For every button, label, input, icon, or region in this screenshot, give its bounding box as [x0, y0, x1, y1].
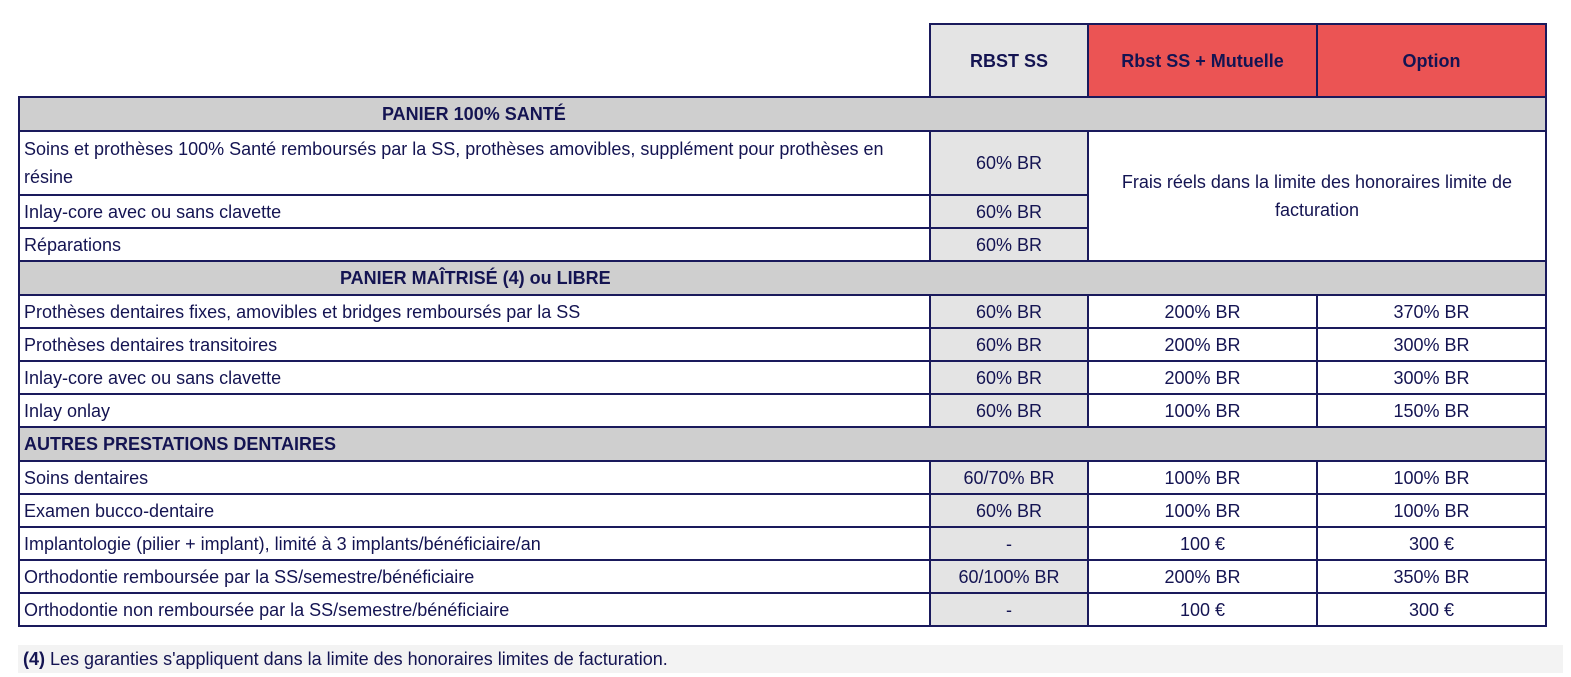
rbst-ss-value: -	[930, 527, 1088, 560]
section-row-panier-sante	[19, 97, 1546, 131]
row-label: Réparations	[19, 228, 930, 261]
row-label: Inlay-core avec ou sans clavette	[19, 361, 930, 394]
section-title-panier-sante: PANIER 100% SANTÉ	[19, 97, 1546, 131]
rbst-ss-value: 60% BR	[930, 195, 1088, 228]
option-value: 100% BR	[1317, 461, 1546, 494]
row-label: Prothèses dentaires transitoires	[19, 328, 930, 361]
column-header-option: Option	[1317, 24, 1546, 97]
rbst-ss-value: -	[930, 593, 1088, 626]
footnote-mark: (4)	[23, 649, 45, 669]
header-blank-cell	[19, 24, 930, 97]
mutuelle-value: 100 €	[1088, 527, 1317, 560]
rbst-ss-value: 60/100% BR	[930, 560, 1088, 593]
row-label: Soins et prothèses 100% Santé remboursés par la SS, prothèses amovibles, supplément pour prothèses en résine	[19, 131, 930, 195]
mutuelle-value: 100% BR	[1088, 461, 1317, 494]
option-value: 370% BR	[1317, 295, 1546, 328]
row-label: Orthodontie non remboursée par la SS/semestre/bénéficiaire	[19, 593, 930, 626]
section-row-autres	[19, 427, 1546, 461]
option-value: 300% BR	[1317, 328, 1546, 361]
footnote-text: Les garanties s'appliquent dans la limite des honoraires limites de facturation.	[45, 649, 668, 669]
mutuelle-value: 100% BR	[1088, 494, 1317, 527]
mutuelle-value: 200% BR	[1088, 328, 1317, 361]
column-header-mutuelle: Rbst SS + Mutuelle	[1088, 24, 1317, 97]
footnote	[18, 645, 1563, 673]
option-value: 300% BR	[1317, 361, 1546, 394]
option-value: 100% BR	[1317, 494, 1546, 527]
table-row	[19, 461, 1546, 494]
mutuelle-value: 200% BR	[1088, 361, 1317, 394]
rbst-ss-value: 60% BR	[930, 295, 1088, 328]
row-label: Inlay onlay	[19, 394, 930, 427]
mutuelle-value: 200% BR	[1088, 295, 1317, 328]
section-row-panier-maitrise	[19, 261, 1546, 295]
table-row	[19, 131, 1546, 195]
option-value: 300 €	[1317, 527, 1546, 560]
rbst-ss-value: 60% BR	[930, 361, 1088, 394]
guarantee-table-wrapper	[18, 23, 1547, 627]
table-row	[19, 328, 1546, 361]
table-row	[19, 394, 1546, 427]
option-value: 150% BR	[1317, 394, 1546, 427]
table-row	[19, 593, 1546, 626]
merged-frais-reels-cell: Frais réels dans la limite des honoraires limite de facturation	[1088, 131, 1546, 261]
section-title-panier-maitrise: PANIER MAÎTRISÉ (4) ou LIBRE	[19, 261, 1546, 295]
table-row	[19, 295, 1546, 328]
table-row	[19, 560, 1546, 593]
header-row	[19, 24, 1546, 97]
table-row	[19, 527, 1546, 560]
rbst-ss-value: 60% BR	[930, 394, 1088, 427]
guarantee-table	[18, 23, 1547, 627]
mutuelle-value: 100% BR	[1088, 394, 1317, 427]
mutuelle-value: 100 €	[1088, 593, 1317, 626]
row-label: Implantologie (pilier + implant), limité à 3 implants/bénéficiaire/an	[19, 527, 930, 560]
option-value: 300 €	[1317, 593, 1546, 626]
table-row	[19, 494, 1546, 527]
column-header-rbst-ss: RBST SS	[930, 24, 1088, 97]
table-row	[19, 361, 1546, 394]
option-value: 350% BR	[1317, 560, 1546, 593]
rbst-ss-value: 60% BR	[930, 131, 1088, 195]
row-label: Orthodontie remboursée par la SS/semestre/bénéficiaire	[19, 560, 930, 593]
row-label: Prothèses dentaires fixes, amovibles et bridges remboursés par la SS	[19, 295, 930, 328]
rbst-ss-value: 60% BR	[930, 494, 1088, 527]
rbst-ss-value: 60% BR	[930, 328, 1088, 361]
row-label: Soins dentaires	[19, 461, 930, 494]
row-label: Examen bucco-dentaire	[19, 494, 930, 527]
mutuelle-value: 200% BR	[1088, 560, 1317, 593]
rbst-ss-value: 60/70% BR	[930, 461, 1088, 494]
rbst-ss-value: 60% BR	[930, 228, 1088, 261]
row-label: Inlay-core avec ou sans clavette	[19, 195, 930, 228]
section-title-autres: AUTRES PRESTATIONS DENTAIRES	[19, 427, 1546, 461]
